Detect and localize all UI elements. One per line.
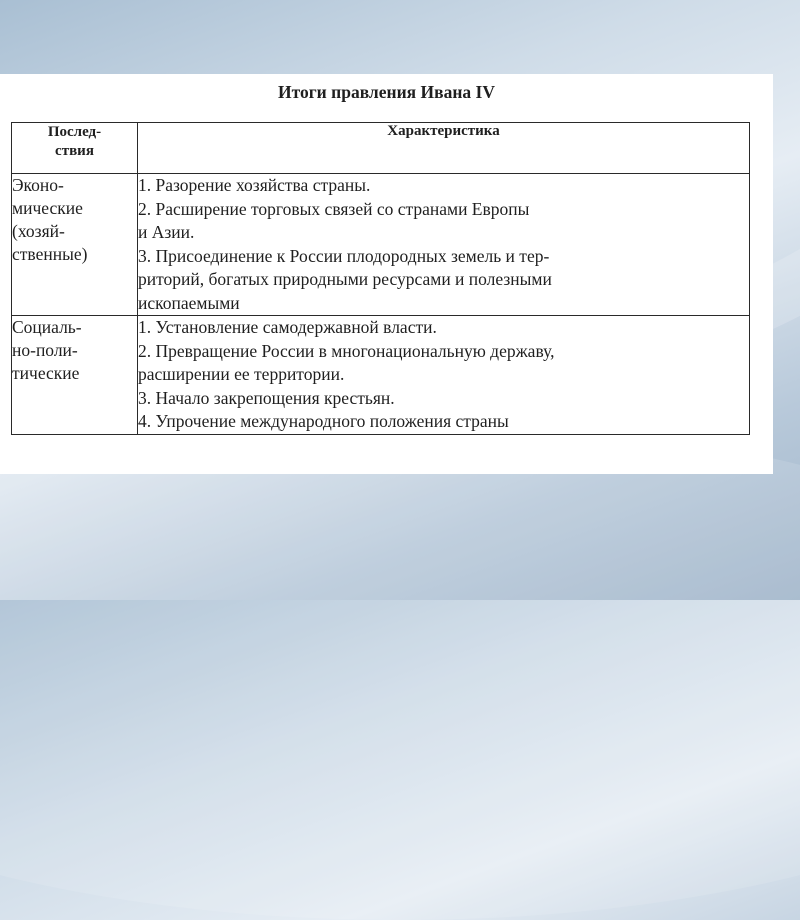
header-consequences: Послед- ствия	[12, 123, 138, 174]
category-social-political: Социаль- но-поли- тические	[12, 316, 138, 435]
list-item: расширении ее территории.	[138, 364, 345, 384]
list-item: риторий, богатых природными ресурсами и полезными	[138, 269, 552, 289]
category-economic: Эконо- мические (хозяй- ственные)	[12, 174, 138, 316]
header-characteristic: Характеристика	[138, 123, 750, 174]
results-table	[11, 122, 750, 435]
list-item: ископаемыми	[138, 292, 240, 313]
list-item: 2. Расширение торговых связей со странами Европы	[138, 198, 530, 219]
characteristics-social-political	[138, 316, 750, 435]
table-row-social-political	[12, 316, 750, 435]
page-title: Итоги правления Ивана IV	[278, 82, 495, 102]
list-item: 1. Разорение хозяйства страны.	[138, 175, 371, 195]
characteristics-economic	[138, 174, 750, 316]
list-item: и Азии.	[138, 222, 195, 242]
list-item: 3. Начало закрепощения крестьян.	[138, 387, 395, 408]
list-item: 1. Установление самодержавной власти.	[138, 317, 437, 337]
list-item: 3. Присоединение к России плодородных земель и тер-	[138, 245, 550, 266]
slide-content	[0, 74, 773, 474]
list-item: 4. Упрочение международного положения страны	[138, 411, 509, 431]
list-item: 2. Превращение России в многонациональную державу,	[138, 340, 555, 361]
table-header-row	[12, 123, 750, 174]
background-arc-bottom	[0, 420, 800, 920]
table-row-economic	[12, 174, 750, 316]
